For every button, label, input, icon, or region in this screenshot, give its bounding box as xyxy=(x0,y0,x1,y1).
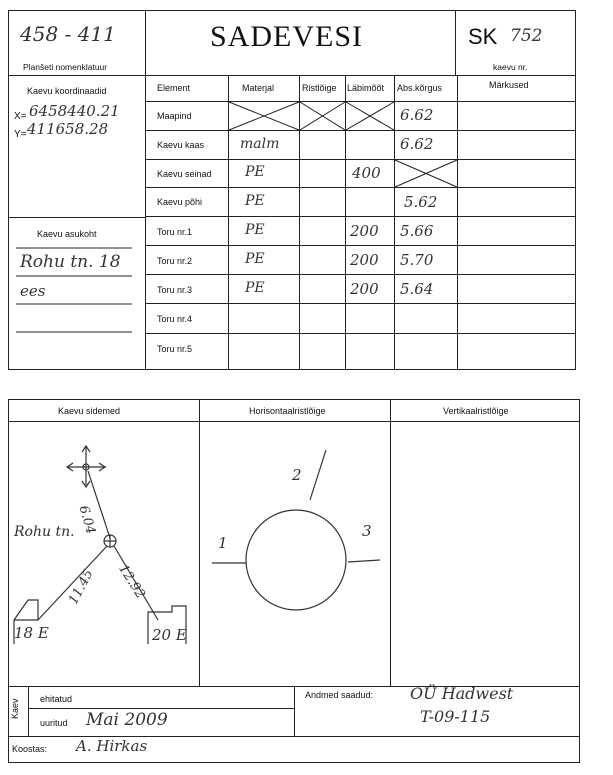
col-header-element: Element xyxy=(157,83,191,93)
row-height-lid: 6.62 xyxy=(400,135,434,153)
row-element-lid: Kaevu kaas xyxy=(157,140,205,150)
row-material-pipe3: PE xyxy=(245,280,265,296)
coords-label: Kaevu koordinaadid xyxy=(27,86,107,96)
col-header-height: Abs.kõrgus xyxy=(397,83,443,93)
footer-surveyed-value: Mai 2009 xyxy=(86,710,168,730)
row-element-ground: Maapind xyxy=(157,111,192,121)
x-value: 6458440.21 xyxy=(29,102,120,120)
well-number: 752 xyxy=(510,26,543,46)
panel-title-connections: Kaevu sidemed xyxy=(58,406,121,416)
row-element-pipe5: Toru nr.5 xyxy=(157,344,193,354)
row-material-pipe2: PE xyxy=(245,251,265,267)
location-label: Kaevu asukoht xyxy=(37,229,97,239)
footer-surveyed-label: uuritud xyxy=(40,718,68,728)
x-prefix: X= xyxy=(14,111,27,122)
row-height-bottom: 5.62 xyxy=(404,193,438,211)
footer-side-label: Kaev xyxy=(10,698,20,719)
panel-title-horizontal: Horisontaalristlõige xyxy=(249,406,326,416)
row-diameter-pipe1: 200 xyxy=(350,222,379,240)
row-element-walls: Kaevu seinad xyxy=(157,169,212,179)
row-element-pipe3: Toru nr.3 xyxy=(157,285,193,295)
row-material-bottom: PE xyxy=(245,193,265,209)
footer-author-value: A. Hirkas xyxy=(76,737,148,755)
location-line2: ees xyxy=(20,282,46,300)
row-diameter-walls: 400 xyxy=(352,164,381,182)
sketch-dist-right: 12.92 xyxy=(115,562,148,602)
pipe-label-2: 2 xyxy=(292,466,302,484)
row-element-pipe4: Toru nr.4 xyxy=(157,314,193,324)
row-element-pipe2: Toru nr.2 xyxy=(157,256,193,266)
location-line1: Rohu tn. 18 xyxy=(20,252,121,272)
panel-title-vertical: Vertikaalristlõige xyxy=(443,406,509,416)
footer-author-label: Koostas: xyxy=(12,744,48,754)
row-height-pipe1: 5.66 xyxy=(400,222,434,240)
col-header-diameter: Läbimõõt xyxy=(347,83,385,93)
row-height-pipe2: 5.70 xyxy=(400,251,434,269)
well-label: kaevu nr. xyxy=(493,62,528,72)
footer-data-label: Andmed saadud: xyxy=(305,690,374,700)
well-symbol xyxy=(104,535,116,547)
row-diameter-pipe3: 200 xyxy=(350,280,379,298)
nomenclature-value: 458 - 411 xyxy=(20,22,116,46)
col-header-material: Materjal xyxy=(242,83,275,93)
row-height-pipe3: 5.64 xyxy=(400,280,434,298)
y-value: 411658.28 xyxy=(27,120,109,138)
row-material-walls: PE xyxy=(245,164,265,180)
row-height-ground: 6.62 xyxy=(400,106,434,124)
north-arrow-icon xyxy=(67,446,106,487)
row-element-bottom: Kaevu põhi xyxy=(157,197,203,207)
well-prefix: SK xyxy=(468,24,498,49)
pipe-label-3: 3 xyxy=(362,522,372,540)
building-left xyxy=(14,600,38,620)
sketch-building-right: 20 E xyxy=(152,626,187,644)
col-header-cross: Ristlõige xyxy=(302,83,337,93)
row-material-pipe1: PE xyxy=(245,222,265,238)
sketch-dist-top: 6.04 xyxy=(75,504,98,536)
footer-data-value-2: T-09-115 xyxy=(420,707,491,726)
footer-built-label: ehitatud xyxy=(40,694,73,704)
page-title: SADEVESI xyxy=(210,20,364,53)
col-header-notes: Märkused xyxy=(489,80,529,90)
row-diameter-pipe2: 200 xyxy=(350,251,379,269)
nomenclature-label: Planšeti nomenklatuur xyxy=(23,62,108,72)
row-material-lid: malm xyxy=(240,136,280,152)
sketch-street-label: Rohu tn. xyxy=(14,524,75,540)
footer-data-value-1: OÜ Hadwest xyxy=(410,684,514,703)
sketch-dist-left: 11.45 xyxy=(66,567,97,608)
sketch-building-left: 18 E xyxy=(14,624,49,642)
pipe-label-1: 1 xyxy=(218,534,228,552)
y-prefix: Y= xyxy=(14,129,27,140)
row-element-pipe1: Toru nr.1 xyxy=(157,227,193,237)
